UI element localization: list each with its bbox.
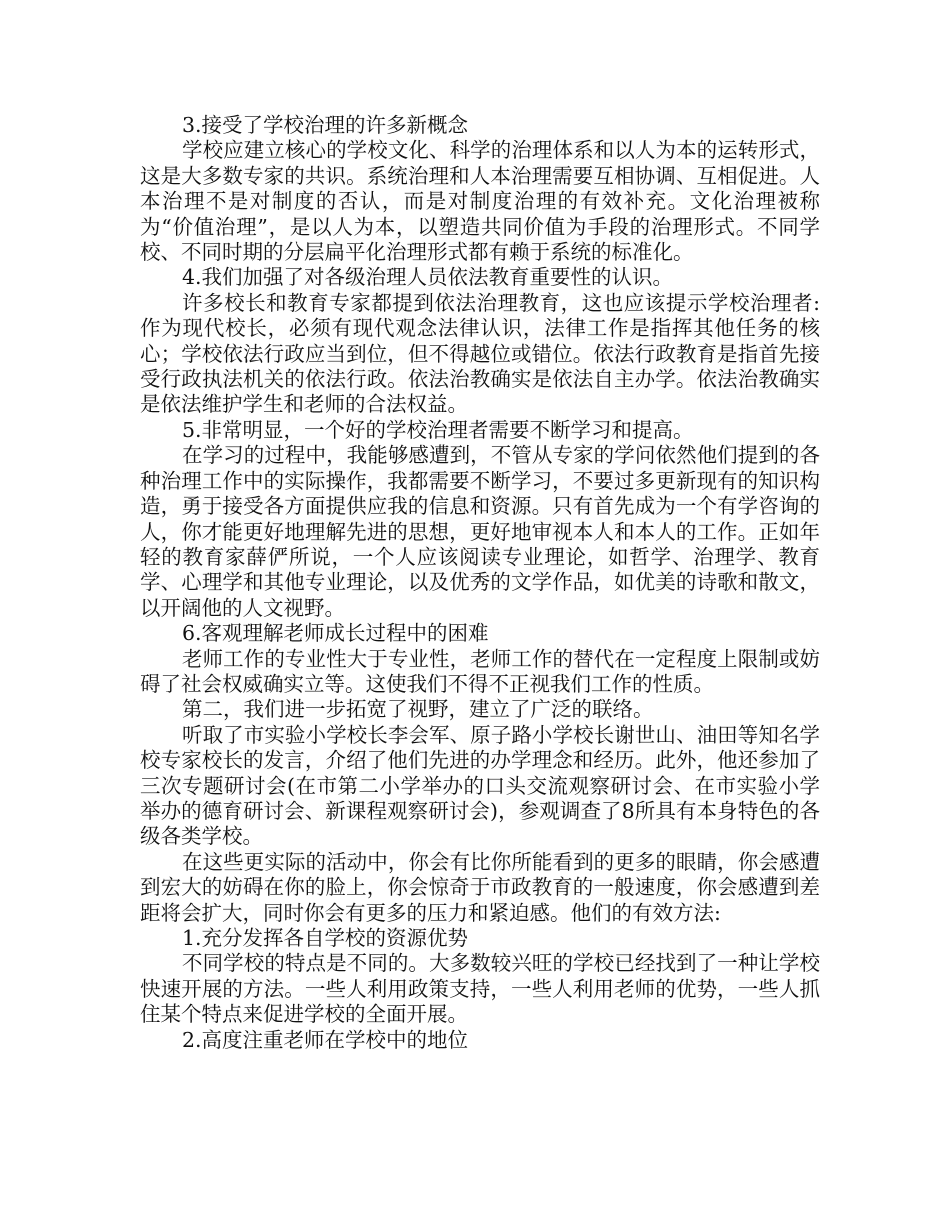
heading-resource-advantages: 1.充分发挥各自学校的资源优势 [182, 926, 469, 950]
document-body [140, 113, 820, 1053]
heading-broadened-horizon: 第二，我们进一步拓宽了视野，建立了广泛的联络。 [182, 697, 654, 722]
heading-teacher-status: 2.高度注重老师在学校中的地位 [182, 1027, 469, 1052]
paragraph-school-characteristics: 不同学校的特点是不同的。大多数较兴旺的学校已经找到了一种让学校快速开展的方法。一些人利用政策支持，一些人利用老师的优势，一些人抓住某个特点来促进学校的全面开展。 [140, 951, 820, 1027]
heading-legal-education: 4.我们加强了对各级治理人员依法教育重要性的认识。 [182, 265, 674, 290]
paragraph-practical-activities: 在这些更实际的活动中，你会有比你所能看到的更多的眼睛，你会感遭到宏大的妨碍在你的脸上，你会惊奇于市政教育的一般速度，你会感遭到差距将会扩大，同时你会有更多的压力和紧迫感。他们的有效方法: [140, 849, 820, 925]
paragraph-seminars: 听取了市实验小学校长李会军、原子路小学校长谢世山、油田等知名学校专家校长的发言，介绍了他们先进的办学理念和经历。此外，他还参加了三次专题研讨会(在市第二小学举办的口头交流观察研讨会、在市实验小学举办的德育研讨会、新课程观察研讨会)，参观调查了8所具有本身特色的各级各类学校。 [140, 722, 820, 849]
paragraph-teacher-work: 老师工作的专业性大于专业性，老师工作的替代在一定程度上限制或妨碍了社会权威确实立等。这使我们不得不正视我们工作的性质。 [140, 646, 820, 696]
heading-teacher-growth: 6.客观理解老师成长过程中的困难 [182, 621, 489, 646]
paragraph-governance-system: 学校应建立核心的学校文化、科学的治理体系和以人为本的运转形式，这是大多数专家的共识。系统治理和人本治理需要互相协调、互相促进。人本治理不是对制度的否认，而是对制度治理的有效补充。文化治理被称为“价值治理”，是以人为本，以塑造共同价值为手段的治理形式。不同学校、不同时期的分层扁平化治理形式都有赖于系统的标准化。 [140, 138, 820, 265]
paragraph-legal-governance: 许多校长和教育专家都提到依法治理教育，这也应该提示学校治理者:作为现代校长，必须有现代观念法律认识，法律工作是指挥其他任务的核心；学校依法行政应当到位，但不得越位或错位。依法行政教育是指首先接受行政执法机关的依法行政。依法治教确实是依法自主办学。依法治教确实是依法维护学生和老师的合法权益。 [140, 290, 820, 417]
paragraph-learning-process: 在学习的过程中，我能够感遭到，不管从专家的学问依然他们提到的各种治理工作中的实际操作，我都需要不断学习，不要过多更新现有的知识构造，勇于接受各方面提供应我的信息和资源。只有首先成为一个有学咨询的人，你才能更好地理解先进的思想，更好地审视本人和本人的工作。正如年轻的教育家薛俨所说，一个人应该阅读专业理论，如哲学、治理学、教育学、心理学和其他专业理论，以及优秀的文学作品，如优美的诗歌和散文，以开阔他的人文视野。 [140, 443, 820, 620]
heading-continuous-learning: 5.非常明显，一个好的学校治理者需要不断学习和提高。 [182, 417, 694, 442]
heading-new-concepts: 3.接受了学校治理的许多新概念 [182, 113, 469, 137]
